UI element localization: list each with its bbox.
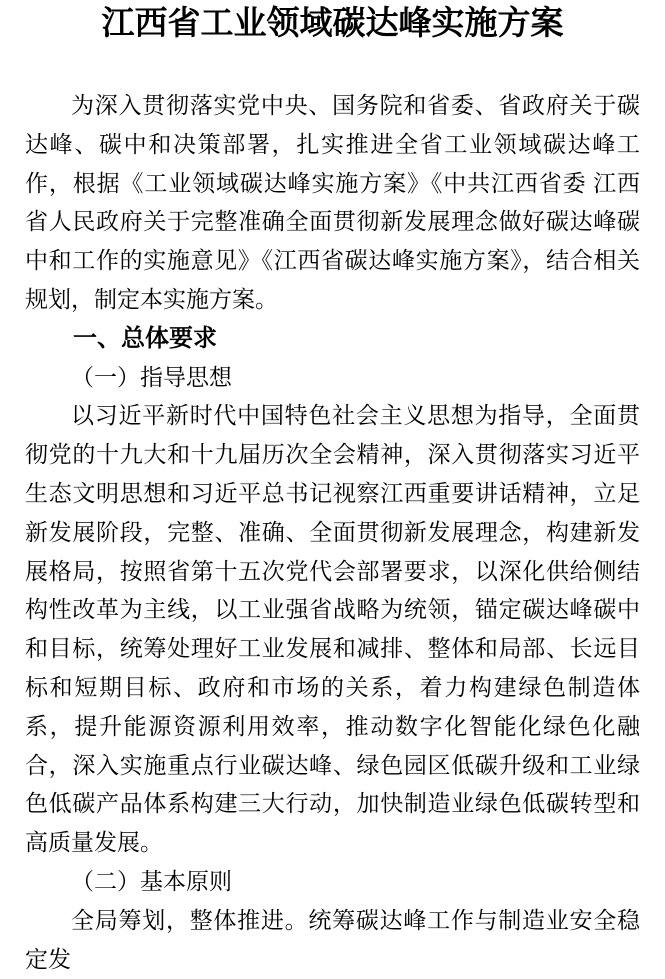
body-paragraph-guiding-ideology: 以习近平新时代中国特色社会主义思想为指导，全面贯彻党的十九大和十九届历次全会精神，深入贯彻落实习近平生态文明思想和习近平总书记视察江西重要讲话精神，立足新发展阶段，完整、准确、全面贯彻新发展理念，构建新发展格局，按照省第十五次党代会部署要求，以深化供给侧结构性改革为主线，以工业强省战略为统领，锚定碳达峰碳中和目标，统筹处理好工业发展和减排、整体和局部、长远目标和短期目标、政府和市场的关系，着力构建绿色制造体系，提升能源资源利用效率，推动数字化智能化绿色化融合，深入实施重点行业碳达峰、绿色园区低碳升级和工业绿色低碳产品体系构建三大行动，加快制造业绿色低碳转型和高质量发展。 [25,403,640,856]
document-title: 江西省工业领域碳达峰实施方案 [101,6,564,42]
body-paragraph-basic-principles: 全局筹划，整体推进。统筹碳达峰工作与制造业安全稳定发 [25,907,640,972]
body-paragraph-intro: 为深入贯彻落实党中央、国务院和省委、省政府关于碳达峰、碳中和决策部署，扎实推进全省工业领域碳达峰工作，根据《工业领域碳达峰实施方案》《中共江西省委 江西省人民政府关于完整准确全面贯彻新发展理念做好碳达峰碳中和工作的实施意见》《江西省碳达峰实施方案》，结合相关规划，制定本实施方案。 [25,93,640,312]
sub-heading-guiding-ideology: （一）指导思想 [71,364,232,390]
section-heading-overall-requirements: 一、总体要求 [73,324,217,352]
sub-heading-basic-principles: （二）基本原则 [71,868,232,894]
